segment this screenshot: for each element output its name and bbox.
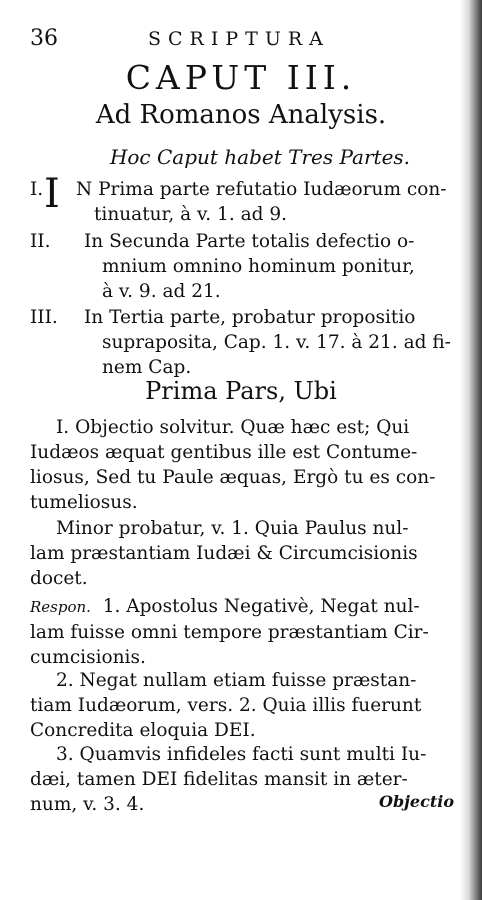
item-text <box>84 305 460 380</box>
section-title: Prima Pars, Ubi <box>145 377 337 405</box>
page-gutter-shadow <box>460 0 482 900</box>
text-line <box>30 594 462 620</box>
item-number: II. <box>30 231 51 252</box>
paragraph <box>30 516 462 591</box>
text-line: num, v. 3. 4. <box>30 794 145 815</box>
item-text <box>84 229 460 304</box>
item-number: I. <box>30 179 44 200</box>
text-line: Iudæos æquat gentibus ille est Contume- <box>30 442 418 463</box>
chapter-title: CAPUT III. <box>125 58 357 97</box>
item-text <box>76 177 452 227</box>
text-line: cumcisionis. <box>30 647 146 668</box>
text-line: dæi, tamen DEI fidelitas mansit in æter- <box>30 769 408 790</box>
intro-line: Hoc Caput habet Tres Partes. <box>109 145 411 169</box>
text-line: tinuatur, à v. 1. ad 9. <box>94 204 287 225</box>
catchword: Objectio <box>379 792 454 811</box>
text-line: In Secunda Parte totalis defectio o- <box>84 231 415 252</box>
text-line: N Prima parte refutatio Iudæorum con- <box>76 179 447 200</box>
chapter-subtitle: Ad Romanos Analysis. <box>95 100 387 130</box>
text-line: lam fuisse omni tempore præstantiam Cir- <box>30 622 429 643</box>
text-line: supraposita, Cap. 1. v. 17. à 21. ad fi- <box>102 332 451 353</box>
text-line: 2. Negat nullam etiam fuisse præstan- <box>56 670 417 691</box>
text-span: 1. Apostolus Negativè, Negat nul- <box>102 596 420 617</box>
text-line: Concredita eloquia DEI. <box>30 720 256 741</box>
text-line: I. Objectio solvitur. Quæ hæc est; Qui <box>56 417 410 438</box>
drop-cap: I <box>44 171 60 217</box>
text-line: lam præstantiam Iudæi & Circumcisionis <box>30 543 418 564</box>
running-head: SCRIPTURA <box>148 28 330 50</box>
text-line: à v. 9. ad 21. <box>102 281 221 302</box>
text-line: liosus, Sed tu Paule æquas, Ergò tu es con- <box>30 467 436 488</box>
page-header <box>30 26 460 52</box>
text-line: In Tertia parte, probatur propositio <box>84 307 416 328</box>
text-line: 3. Quamvis infideles facti sunt multi Iu- <box>56 744 427 765</box>
text-line: Minor probatur, v. 1. Quia Paulus nul- <box>56 518 409 539</box>
paragraph <box>30 594 462 670</box>
text-line: tiam Iudæorum, vers. 2. Quia illis fuerunt <box>30 695 422 716</box>
text-line: mnium omnino hominum ponitur, <box>102 256 415 277</box>
page-number: 36 <box>30 26 58 51</box>
text-line: docet. <box>30 568 88 589</box>
paragraph <box>30 668 462 743</box>
respon-label: Respon. <box>30 598 91 616</box>
paragraph <box>30 415 462 515</box>
item-number: III. <box>30 307 58 328</box>
text-line: tumeliosus. <box>30 492 138 513</box>
text-line: nem Cap. <box>102 357 192 378</box>
